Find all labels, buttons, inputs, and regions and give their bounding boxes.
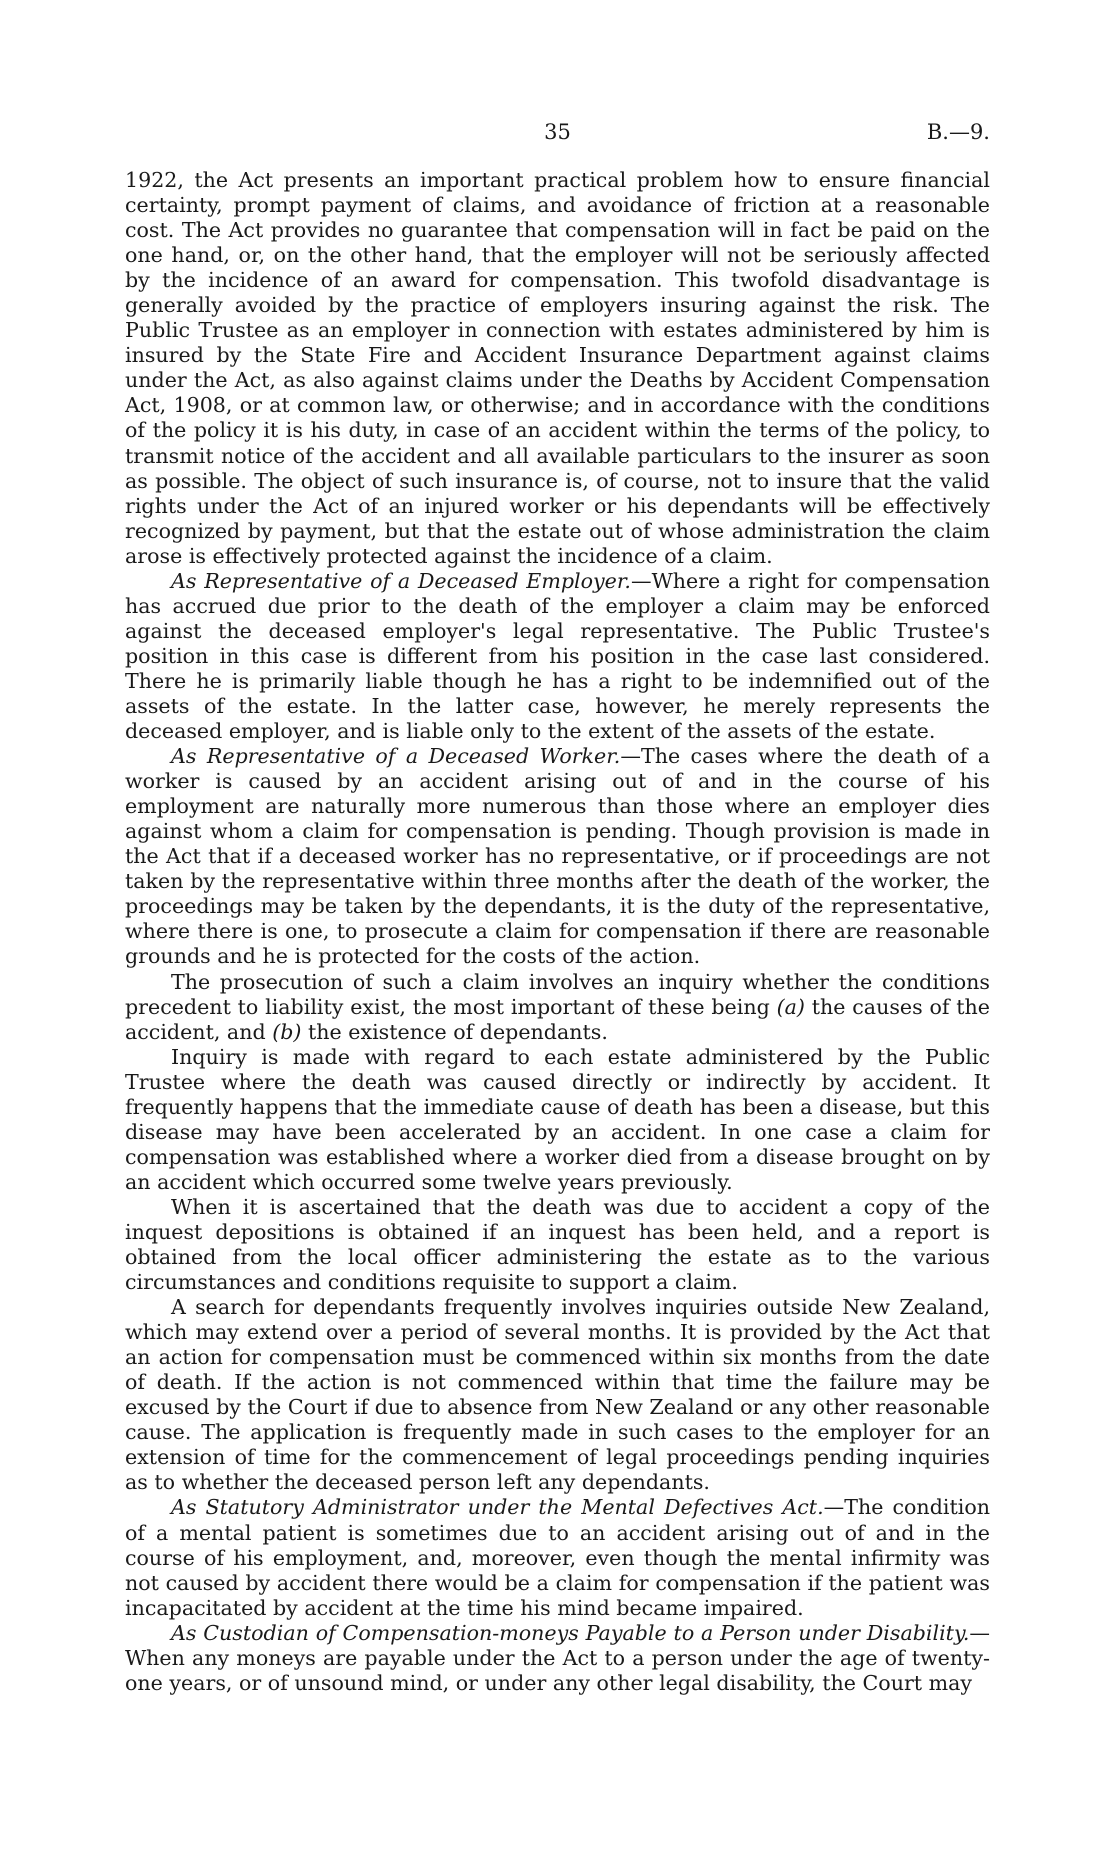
enumerator-b: (b): [272, 1019, 302, 1044]
paragraph-deceased-employer: [125, 569, 990, 744]
paragraph-dependants-search: A search for dependants frequently involves inquiries outside New Zealand, which may extend over a period of several months. It is provided by the Act that an action for compensation must be commenced within six months from the date of death. If the action is not commenced within that time the failure may be excused by the Court if due to absence from New Zealand or any other reasonable cause. The application is frequently made in such cases to the employer for an extension of time for the commencement of legal proceedings pending inquiries as to whether the deceased person left any dependants.: [125, 1295, 990, 1495]
page-header: [125, 120, 990, 148]
section-heading-mental-defectives: As Statutory Administrator under the Mental Defectives Act.: [171, 1495, 824, 1520]
section-heading-deceased-worker: As Representative of a Deceased Worker.: [171, 744, 621, 769]
paragraph-deceased-worker: [125, 744, 990, 969]
section-text-deceased-employer: —Where a right for compensation has accrued due prior to the death of the employer a claim may be enforced against the deceased employer's legal representative. The Public Trustee's position in this case is different from his position in the case last considered. There he is primarily liable though he has a right to be indemnified out of the assets of the estate. In the latter case, however, he merely represents the deceased employer, and is liable only to the extent of the assets of the estate.: [125, 568, 990, 744]
enumerator-a: (a): [776, 994, 805, 1019]
claim-prosecution-text-mid: the causes of the accident, and: [125, 994, 990, 1044]
paragraph-inquiry: Inquiry is made with regard to each estate administered by the Public Trustee where the death was caused directly or indirectly by accident. It frequently happens that the immediate cause of death has been a disease, but this disease may have been accelerated by an accident. In one case a claim for compensation was established where a worker died from a disease brought on by an accident which occurred some twelve years previously.: [125, 1044, 990, 1194]
claim-prosecution-text-end: the existence of dependants.: [301, 1019, 608, 1044]
section-heading-custodian: As Custodian of Compensation-moneys Payable to a Person under Disability.: [171, 1620, 970, 1645]
section-text-deceased-worker: —The cases where the death of a worker is caused by an accident arising out of and in the course of his employment are naturally more numerous than those where an employer dies against whom a claim for compensation is pending. Though provision is made in the Act that if a deceased worker has no representative, or if proceedings are not taken by the representative within three months after the death of the worker, the proceedings may be taken by the dependants, it is the duty of the representative, where there is one, to prosecute a claim for compensation if there are reasonable grounds and he is protected for the costs of the action.: [125, 744, 991, 969]
section-text-custodian: —When any moneys are payable under the Act to a person under the age of twenty-one years, or of unsound mind, or under any other legal disability, the Court may: [125, 1620, 990, 1695]
paragraph-claim-prosecution: [125, 970, 990, 1045]
document-reference: B.—9.: [926, 120, 990, 144]
document-body: [125, 168, 990, 1696]
paragraph-insurance-practice: 1922, the Act presents an important practical problem how to ensure financial certainty, prompt payment of claims, and avoidance of friction at a reasonable cost. The Act provides no guarantee that compensation will in fact be paid on the one hand, or, on the other hand, that the employer will not be seriously affected by the incidence of an award for compensation. This twofold disadvantage is generally avoided by the practice of employers insuring against the risk. The Public Trustee as an employer in connection with estates administered by him is insured by the State Fire and Accident Insurance Department against claims under the Act, as also against claims under the Deaths by Accident Compensation Act, 1908, or at common law, or otherwise; and in accordance with the conditions of the policy it is his duty, in case of an accident within the terms of the policy, to transmit notice of the accident and all available particulars to the insurer as soon as possible. The object of such insurance is, of course, not to insure that the valid rights under the Act of an injured worker or his dependants will be effectively recognized by payment, but that the estate out of whose administration the claim arose is effectively protected against the incidence of a claim.: [125, 168, 990, 568]
paragraph-custodian: [125, 1621, 990, 1696]
section-text-mental-defectives: —The condition of a mental patient is sometimes due to an accident arising out of and in the course of his employment, and, moreover, even though the mental infirmity was not caused by accident there would be a claim for compensation if the patient was incapacitated by accident at the time his mind became impaired.: [125, 1495, 990, 1620]
section-heading-deceased-employer: As Representative of a Deceased Employer.: [171, 568, 631, 593]
claim-prosecution-text-start: The prosecution of such a claim involves an inquiry whether the conditions precedent to liability exist, the most important of these being: [125, 969, 990, 1019]
page-number: 35: [544, 120, 571, 144]
paragraph-inquest: When it is ascertained that the death was due to accident a copy of the inquest depositions is obtained if an inquest has been held, and a report is obtained from the local officer administering the estate as to the various circumstances and conditions requisite to support a claim.: [125, 1194, 990, 1295]
paragraph-mental-defectives: [125, 1495, 990, 1620]
